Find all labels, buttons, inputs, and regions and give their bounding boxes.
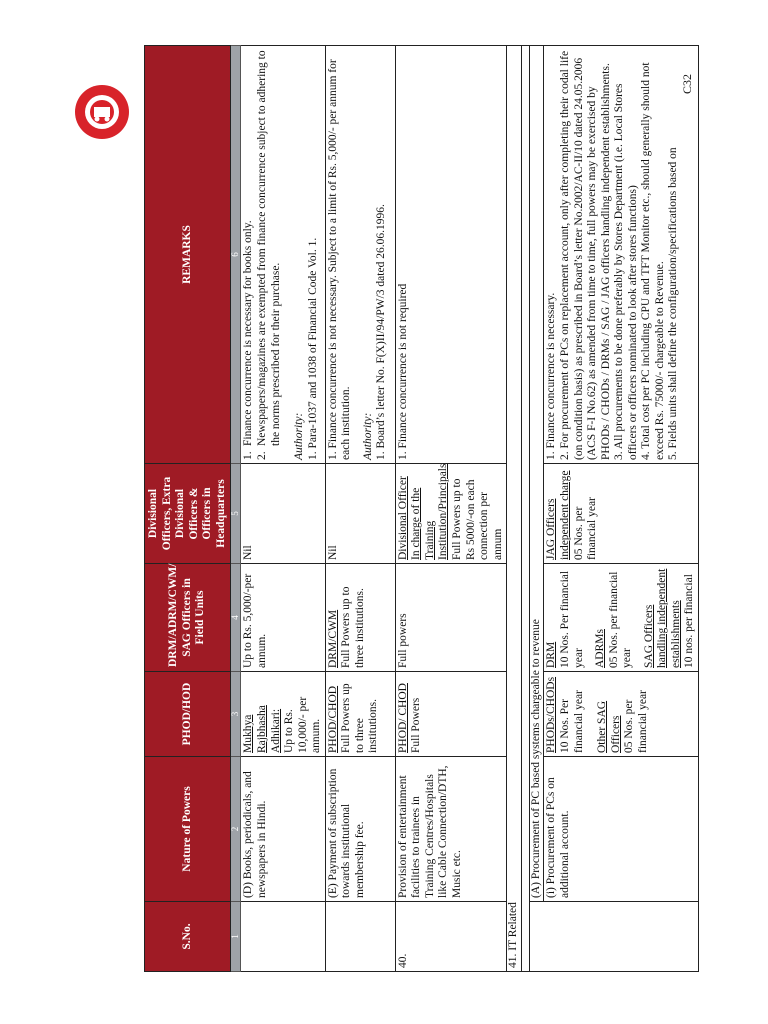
divisional-cell: Nil (325, 464, 395, 564)
remark-item: Newspapers/magazines are exempted from finance concurrence subject to adhering to the norms prescribed for their purchase. (255, 50, 282, 446)
phod-limit: Full Powers (410, 697, 423, 753)
indian-railways-logo (72, 82, 132, 147)
phod-authority: Other SAG Officers (596, 700, 622, 753)
remark-item: 4. Total cost per PC including CPU and TFT Monitor etc., should generally should not exceed Rs. 75000/- chargeable to Revenue. (640, 62, 666, 460)
phod-limit: Up to Rs. 10,000/- per annum. (283, 696, 323, 753)
drm-authority: DRM (545, 641, 558, 668)
authority-ref: 1. Para-1037 and 1038 of Financial Code Vol. 1. (306, 237, 319, 460)
sno-cell (325, 902, 395, 972)
remark-item: 1. Finance concurrence is necessary. (545, 292, 558, 460)
table-row (241, 46, 325, 972)
authority-label: Authority: (361, 412, 374, 460)
divisional-authority: Divisional Officer In charge of the Training Institution/Principals (396, 463, 450, 560)
phod-cell (544, 672, 699, 757)
divisional-authority: JAG Officers independent charge (545, 470, 571, 560)
nature-cell: (E) Payment of subscription towards institutional membership fee. (325, 757, 395, 902)
col-number: 1 (231, 902, 241, 972)
remark-item: 2. For procurement of PCs on replacement account, only after completing their codal life (on condition basis) as prescribed in Board’s letter No.2002/AC-II/10 dated 24.05.2006 (ACS F-I No.62) as amended from time to time, full powers may be exercised by PHODs / CHODs / DRMs / SAG / JAG officers handling independent establishments. (558, 50, 612, 460)
col-number: 2 (231, 757, 241, 902)
drm-limit: 10 nos. per financial (683, 574, 696, 668)
drm-authority: SAG Officers handling independent establishments (642, 568, 682, 668)
phod-authority: Mukhya Rajbhasha Adhikari: (242, 705, 282, 753)
drm-cell: Up to Rs. 5,000/-per annum. (241, 564, 325, 672)
remark-item: Finance concurrence is necessary for books only. (242, 220, 255, 446)
drm-limit: Full Powers up to three institutions. (340, 586, 366, 668)
col-number: 3 (231, 672, 241, 757)
col-header-sno: S.No. (145, 902, 231, 972)
header-row (145, 46, 231, 972)
delegation-of-powers-table (144, 45, 699, 972)
authority-ref: 1. Board’s letter No. F(X)II/94/PW/3 dated 26.06.1996. (375, 204, 388, 460)
drm-authority: DRM/CWM (326, 609, 339, 668)
remarks-cell: 1. Finance concurrence is not required (395, 46, 507, 464)
drm-limit: 05 Nos. per financial year (607, 571, 634, 668)
col-number: 4 (231, 564, 241, 672)
phod-authority: PHOD/ CHOD (396, 683, 409, 753)
phod-limit: 05 Nos. per financial year (623, 690, 649, 753)
phod-limit: 10 Nos. Per financial year (558, 690, 585, 753)
col-header-remarks: REMARKS (145, 46, 231, 464)
column-number-row (231, 46, 241, 972)
divisional-cell: Nil (241, 464, 325, 564)
col-header-nature: Nature of Powers (145, 757, 231, 902)
page-number: C32 (680, 73, 694, 94)
section-row (507, 46, 522, 972)
col-header-phod: PHOD/HOD (145, 672, 231, 757)
col-header-drm: DRM/ADRM/CWM/ SAG Officers in Field Units (145, 564, 231, 672)
sno-cell (241, 902, 325, 972)
sno-cell: 40. (395, 902, 507, 972)
remark-item: 5. Fields units shall define the configuration/specifications based on (667, 147, 680, 460)
drm-cell: Full powers (395, 564, 507, 672)
divisional-cell (395, 464, 507, 564)
table-row (544, 46, 699, 972)
phod-authority: PHOD/CHOD (326, 685, 339, 753)
remark-item: 3. All procurements to be done preferably by Stores Department (i.e. Local Stores officers or officers nominated to look after stores functions) (613, 83, 639, 460)
table-row (395, 46, 507, 972)
spacer-row (521, 46, 529, 972)
phod-cell (325, 672, 395, 757)
divisional-limit: Full Powers up to Rs 5000/-on each connection per annum (451, 478, 504, 560)
drm-authority: ADRMs (594, 629, 607, 668)
col-number: 6 (231, 46, 241, 464)
subsection-row (529, 46, 544, 972)
remarks-cell (325, 46, 395, 464)
drm-cell (325, 564, 395, 672)
nature-cell: (i) Procurement of PCs on additional account. (544, 757, 699, 902)
authority-label: Authority: (293, 412, 306, 460)
nature-cell: (D) Books, periodicals, and newspapers in Hindi. (241, 757, 325, 902)
drm-limit: 10 Nos. Per financial year (558, 570, 585, 668)
col-number: 5 (231, 464, 241, 564)
remarks-cell: 1. Finance concurrence is necessary for books only. 2. Newspapers/magazines are exempted from finance concurrence subject to adhering to the norms prescribed for their purchase. Authority: 1. Para-1037 and 1038 of Financial Code Vol. 1. (241, 46, 325, 464)
phod-authority: PHODs/CHODs (545, 676, 558, 753)
remarks-cell (544, 46, 699, 464)
nature-cell: Provision of entertainment facilities to trainees in Training Centres/Hospitals like Cable Connection/DTH, Music etc. (395, 757, 507, 902)
divisional-limit: 05 Nos. per financial year (572, 497, 599, 560)
drm-cell (544, 564, 699, 672)
divisional-cell (544, 464, 699, 564)
table-row (325, 46, 395, 972)
phod-limit: Full Powers up to three institutions. (340, 683, 380, 753)
subsection-title: (A) Procurement of PC based systems chargeable to revenue (529, 46, 544, 902)
phod-cell (241, 672, 325, 757)
phod-cell (395, 672, 507, 757)
col-header-divisional: Divisional Officers, Extra Divisional Officers & Officers in Headquarters (145, 464, 231, 564)
section-title: 41. IT Related (507, 46, 522, 972)
remark-item: 1. Finance concurrence is not necessary. Subject to a limit of Rs. 5,000/- per annum for each institution. (326, 59, 353, 460)
